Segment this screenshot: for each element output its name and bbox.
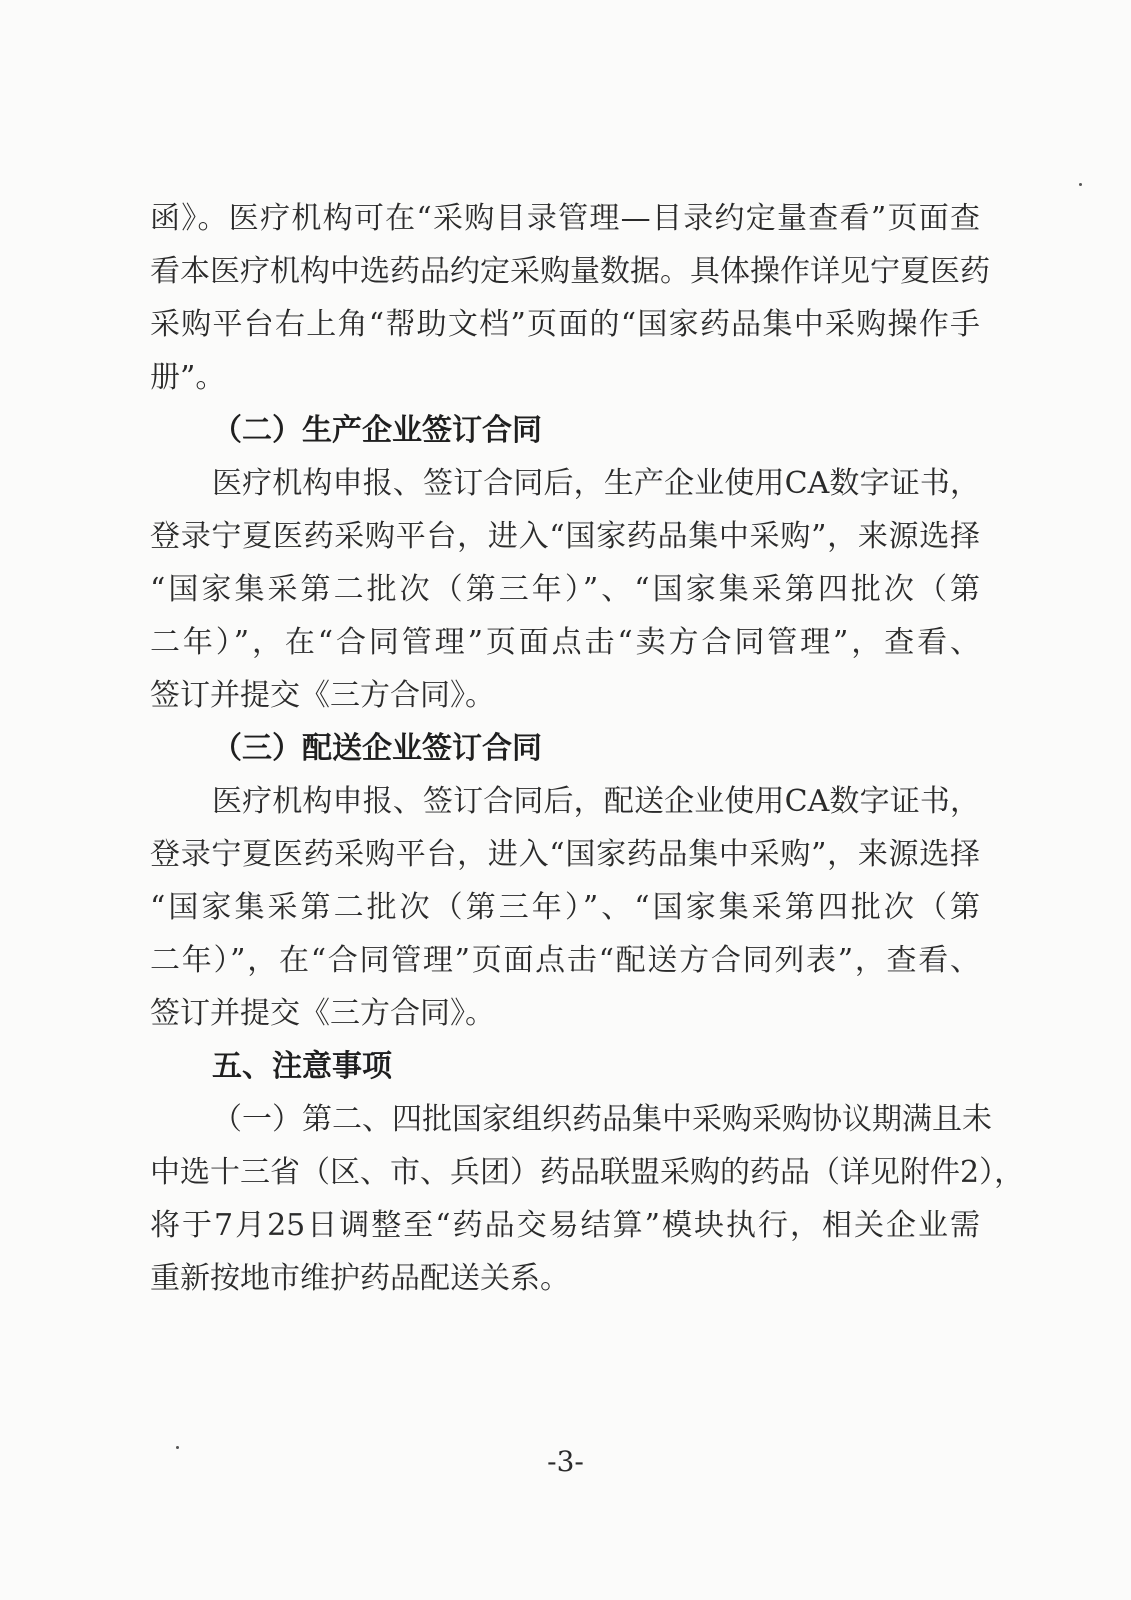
paragraph-line: 函》。医疗机构可在“采购目录管理—目录约定量查看”页面查 [150, 201, 980, 236]
paragraph-3 [150, 775, 980, 1040]
paragraph-line: 采购平台右上角“帮助文档”页面的“国家药品集中采购操作手 [150, 307, 980, 342]
paragraph-line: 签订并提交《三方合同》。 [150, 996, 495, 1031]
subheading-manufacturer-contract: （二）生产企业签订合同 [212, 413, 542, 448]
paragraph-line: 登录宁夏医药采购平台，进入“国家药品集中采购”，来源选择 [150, 837, 980, 872]
paragraph-line: “国家集采第二批次（第三年）”、“国家集采第四批次（第 [150, 890, 980, 925]
paragraph-line: 签订并提交《三方合同》。 [150, 678, 495, 713]
document-body [150, 192, 1025, 1305]
paragraph-line: 看本医疗机构中选药品约定采购量数据。具体操作详见宁夏医药 [150, 254, 990, 289]
paragraph-line: （一）第二、四批国家组织药品集中采购采购协议期满且未 [212, 1102, 992, 1137]
paragraph-line: 册”。 [150, 360, 226, 395]
paragraph-line: 重新按地市维护药品配送关系。 [150, 1261, 570, 1296]
page-number: -3- [547, 1445, 584, 1478]
paragraph-line: “国家集采第二批次（第三年）”、“国家集采第四批次（第 [150, 572, 980, 607]
paragraph-2 [150, 457, 980, 722]
scan-speck [1079, 183, 1082, 186]
subheading-distributor-contract: （三）配送企业签订合同 [212, 731, 542, 766]
paragraph-4 [150, 1093, 1025, 1305]
paragraph-line: 二年）”，在“合同管理”页面点击“卖方合同管理”，查看、 [150, 625, 980, 660]
paragraph-line: 登录宁夏医药采购平台，进入“国家药品集中采购”，来源选择 [150, 519, 980, 554]
paragraph-line: 医疗机构申报、签订合同后，生产企业使用CA数字证书， [212, 466, 980, 501]
paragraph-line: 将于7月25日调整至“药品交易结算”模块执行，相关企业需 [150, 1208, 980, 1243]
section-heading-notes: 五、注意事项 [212, 1049, 392, 1084]
paragraph-line: 医疗机构申报、签订合同后，配送企业使用CA数字证书， [212, 784, 980, 819]
paragraph-line: 二年）”，在“合同管理”页面点击“配送方合同列表”，查看、 [150, 943, 980, 978]
paragraph-1 [150, 192, 990, 404]
paragraph-line: 中选十三省（区、市、兵团）药品联盟采购的药品（详见附件2）， [150, 1155, 1025, 1190]
